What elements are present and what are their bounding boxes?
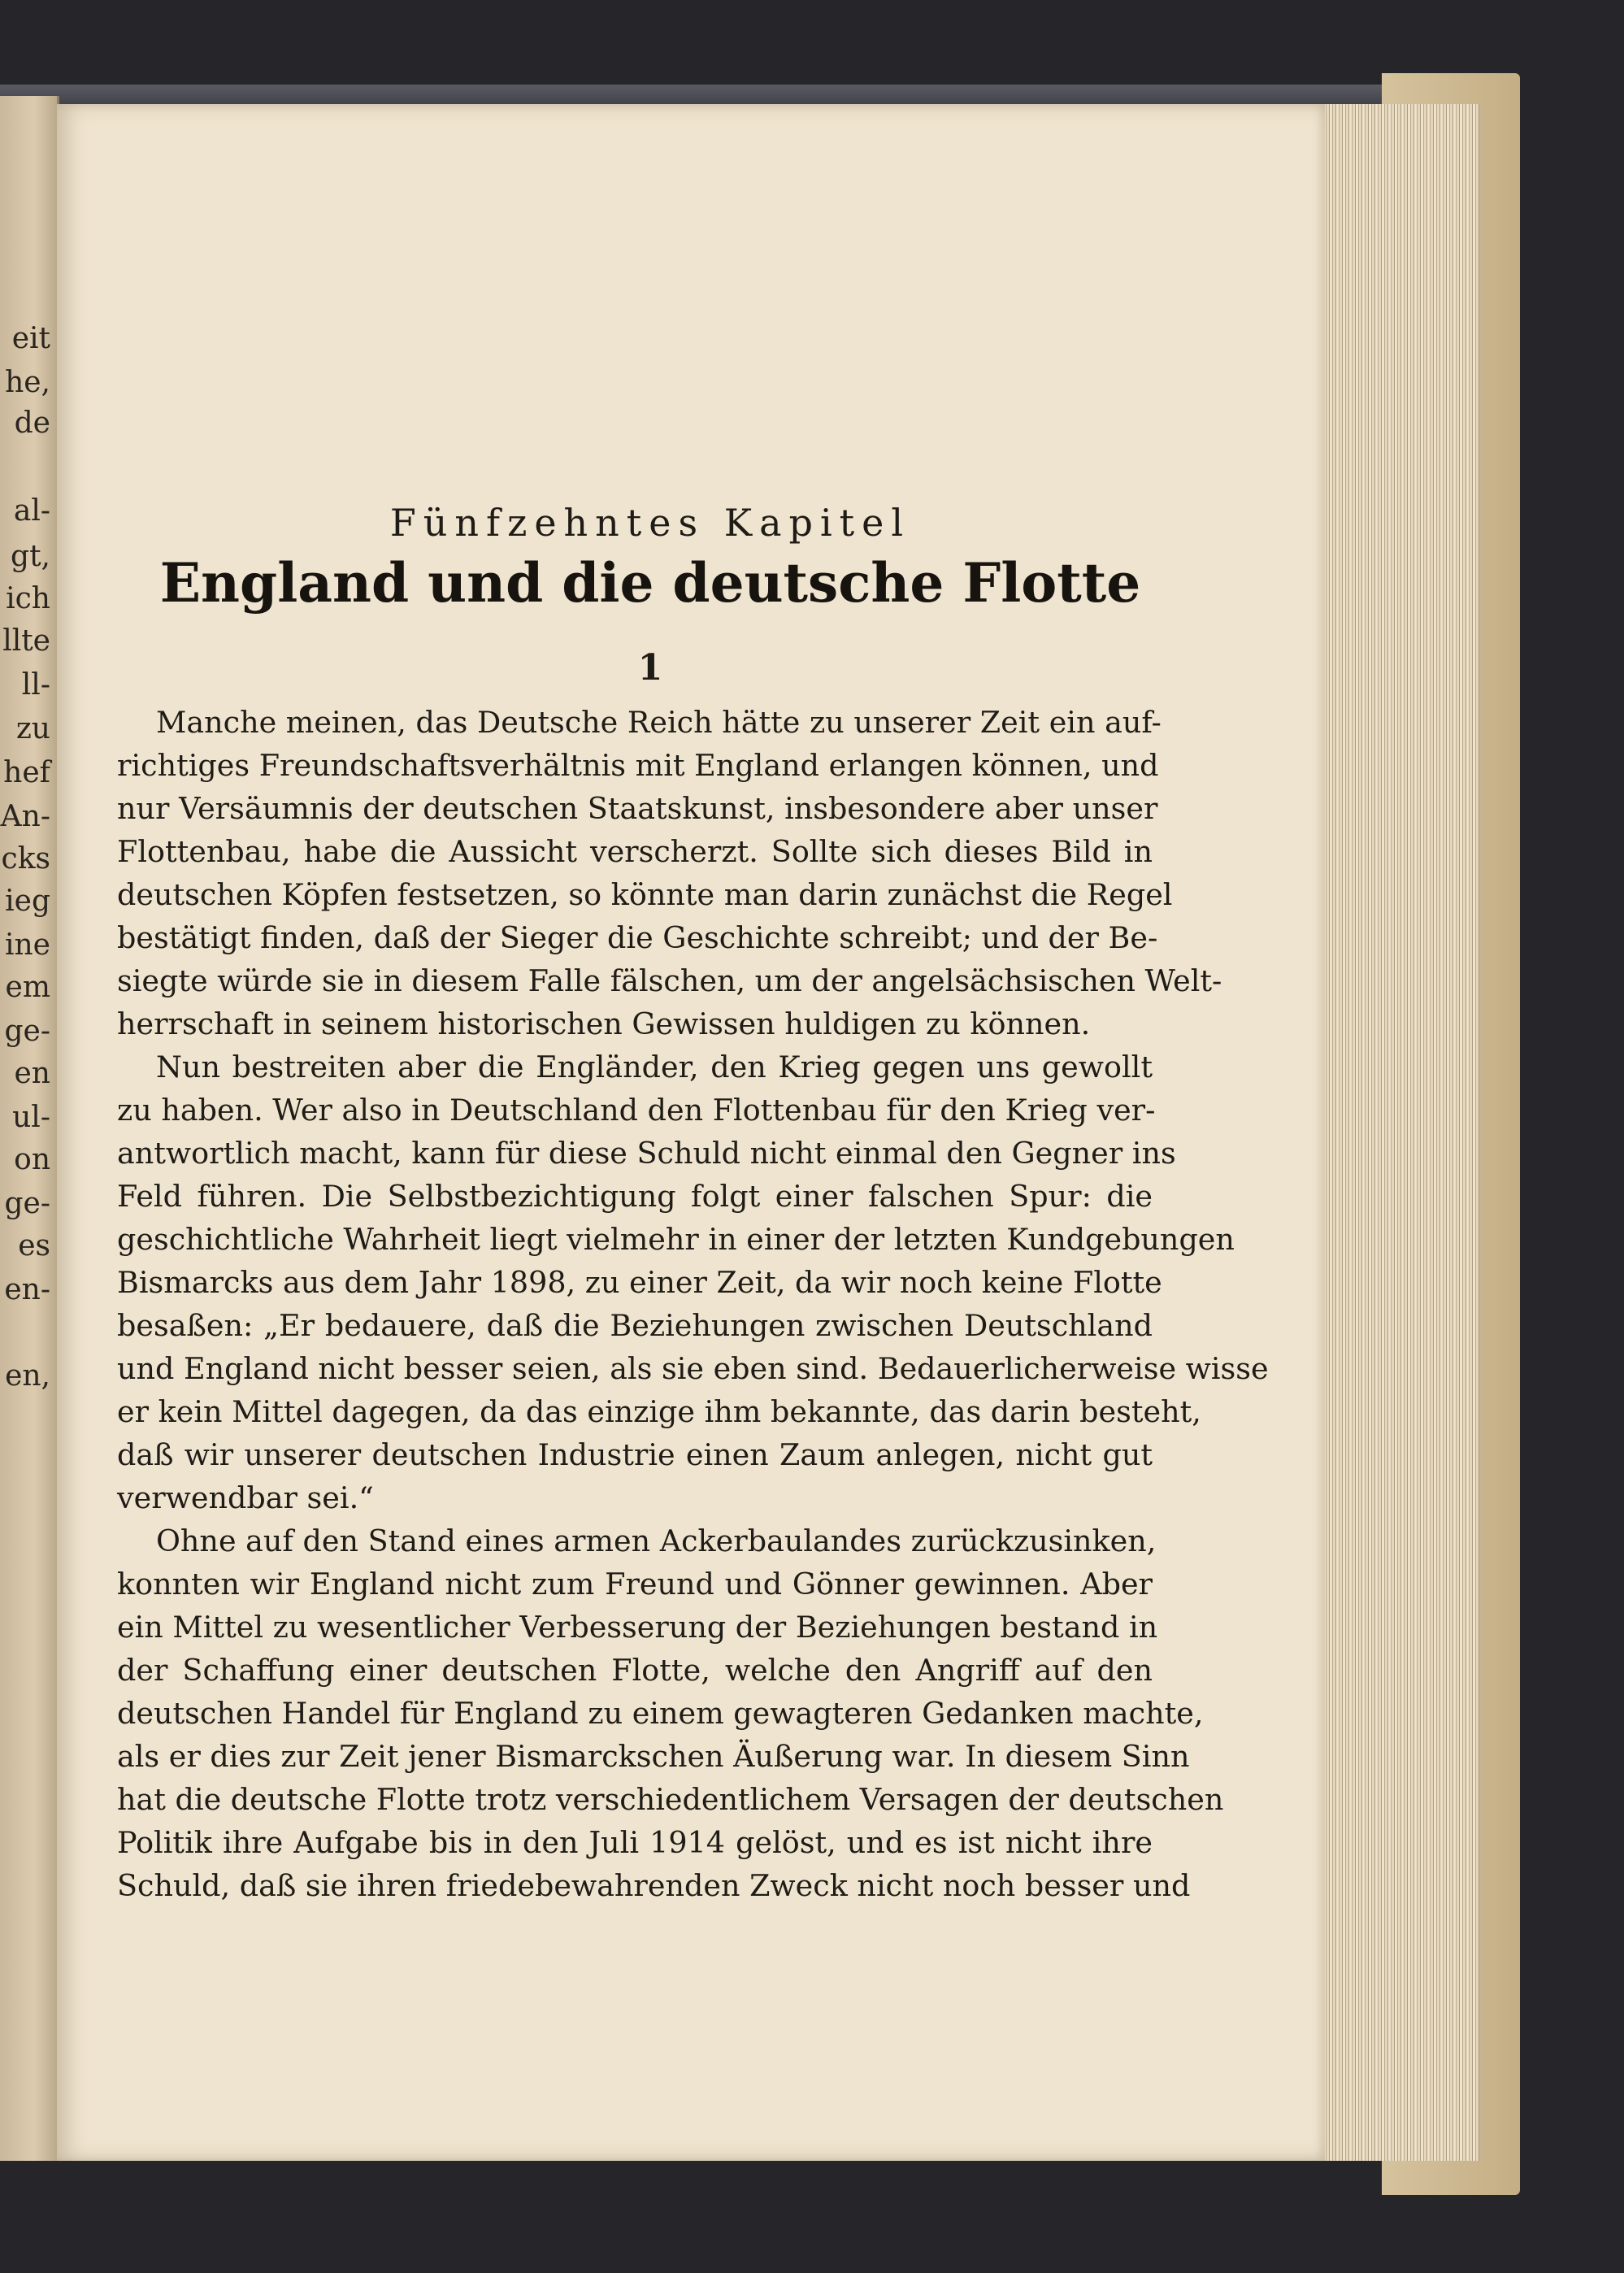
previous-page-fragment: em (5, 971, 50, 1004)
paragraph-2-line: er kein Mittel dagegen, da das einzige ihm bekannte, das darin besteht, (117, 1394, 1201, 1429)
paragraph-3-line: hat die deutsche Flotte trotz verschiedentlichem Versagen der deutschen (117, 1782, 1224, 1817)
previous-page-fragment: ll- (21, 668, 50, 702)
paragraph-1-line: deutschen Köpfen festsetzen, so könnte man darin zunächst die Regel (117, 877, 1173, 912)
paragraph-3-line: ein Mittel zu wesentlicher Verbesserung der Beziehungen bestand in (117, 1610, 1158, 1645)
paragraph-1-line: bestätigt finden, daß der Sieger die Geschichte schreibt; und der Be- (117, 920, 1158, 955)
paragraph-2-line: Nun bestreiten aber die Engländer, den Krieg gegen uns gewollt (156, 1050, 1153, 1084)
section-number: 1 (637, 647, 663, 689)
paragraph-3-line: der Schaffung einer deutschen Flotte, welche den Angriff auf den (117, 1653, 1153, 1688)
paragraph-2-line: Feld führen. Die Selbstbezichtigung folgt einer falschen Spur: die (117, 1179, 1153, 1214)
paragraph-1-line: Manche meinen, das Deutsche Reich hätte zu unserer Zeit ein auf- (156, 705, 1162, 740)
paragraph-2-line: zu haben. Wer also in Deutschland den Flottenbau für den Krieg ver- (117, 1093, 1156, 1128)
previous-page-fragment: hef (3, 756, 50, 789)
paragraph-1-line: herrschaft in seinem historischen Gewissen huldigen zu können. (117, 1006, 1091, 1041)
previous-page-fragment: gt, (11, 540, 50, 573)
previous-page-fragment: de (14, 406, 50, 440)
previous-page-sliver (0, 96, 59, 2161)
paragraph-3-line: Politik ihre Aufgabe bis in den Juli 1914 gelöst, und es ist nicht ihre (117, 1825, 1153, 1860)
paragraph-1-line: siegte würde sie in diesem Falle fälschen, um der angelsächsischen Welt- (117, 963, 1222, 998)
previous-page-fragment: eit (11, 322, 50, 355)
paragraph-2-line: Bismarcks aus dem Jahr 1898, zu einer Zeit, da wir noch keine Flotte (117, 1265, 1162, 1300)
paragraph-1-line: richtiges Freundschaftsverhältnis mit England erlangen können, und (117, 748, 1159, 783)
paragraph-3-line: deutschen Handel für England zu einem gewagteren Gedanken machte, (117, 1696, 1204, 1731)
chapter-label: Fünfzehntes Kapitel (389, 501, 911, 545)
paragraph-3-line: Schuld, daß sie ihren friedebewahrenden Zweck nicht noch besser und (117, 1868, 1191, 1903)
previous-page-fragment: cks (1, 842, 50, 876)
paragraph-2-line: besaßen: „Er bedauere, daß die Beziehungen zwischen Deutschland (117, 1308, 1153, 1343)
previous-page-fragment: ine (4, 928, 50, 962)
book-page (57, 104, 1325, 2161)
paragraph-1-line: nur Versäumnis der deutschen Staatskunst, insbesondere aber unser (117, 791, 1158, 826)
paragraph-2-line: daß wir unserer deutschen Industrie einen Zaum anlegen, nicht gut (117, 1437, 1153, 1472)
previous-page-fragment: zu (15, 712, 50, 745)
previous-page-fragment: ich (6, 582, 50, 615)
page-edges (1317, 104, 1484, 2161)
previous-page-fragment: on (14, 1143, 50, 1176)
previous-page-fragment: en (14, 1057, 50, 1090)
paragraph-2-line: geschichtliche Wahrheit liegt vielmehr in einer der letzten Kundgebungen (117, 1222, 1235, 1257)
paragraph-3-line: konnten wir England nicht zum Freund und Gönner gewinnen. Aber (117, 1567, 1153, 1602)
previous-page-fragment: ge- (4, 1187, 50, 1220)
previous-page-fragment: he, (5, 366, 50, 399)
previous-page-fragment: en, (5, 1359, 50, 1393)
paragraph-3-line: Ohne auf den Stand eines armen Ackerbaulandes zurückzusinken, (156, 1523, 1157, 1558)
previous-page-fragment: ieg (5, 884, 50, 918)
paragraph-2-line: antwortlich macht, kann für diese Schuld nicht einmal den Gegner ins (117, 1136, 1176, 1171)
chapter-title: England und die deutsche Flotte (159, 551, 1141, 615)
paragraph-2-line: und England nicht besser seien, als sie eben sind. Bedauerlicherweise wisse (117, 1351, 1269, 1386)
paragraph-3-line: als er dies zur Zeit jener Bismarckschen Äußerung war. In diesem Sinn (117, 1739, 1190, 1774)
paragraph-1-line: Flottenbau, habe die Aussicht verscherzt. Sollte sich dieses Bild in (117, 834, 1153, 869)
previous-page-fragment: ul- (12, 1101, 50, 1134)
previous-page-fragment: An- (0, 800, 50, 833)
previous-page-fragment: en- (4, 1273, 50, 1306)
previous-page-fragment: ge- (4, 1015, 50, 1048)
previous-page-fragment: al- (13, 494, 50, 528)
paragraph-2-line: verwendbar sei.“ (117, 1480, 374, 1515)
previous-page-fragment: llte (2, 624, 50, 658)
previous-page-fragment: es (18, 1229, 50, 1263)
